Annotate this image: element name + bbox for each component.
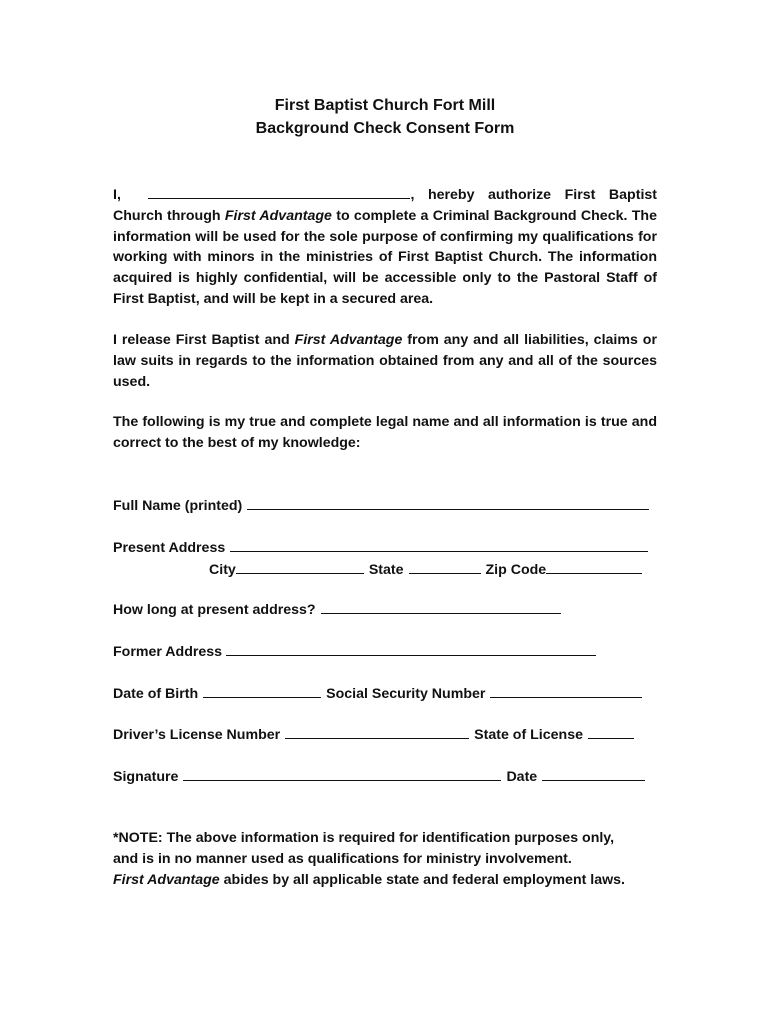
present-address-label: Present Address bbox=[113, 540, 226, 556]
release-paragraph bbox=[113, 330, 657, 392]
former-address-field[interactable] bbox=[226, 654, 596, 656]
former-address-row bbox=[113, 640, 596, 660]
license-number-field[interactable] bbox=[285, 737, 469, 739]
ssn-field[interactable] bbox=[490, 696, 642, 698]
zip-field[interactable] bbox=[546, 572, 642, 574]
license-row bbox=[113, 723, 634, 743]
how-long-label: How long at present address? bbox=[113, 602, 316, 618]
company-name: First Advantage bbox=[224, 207, 332, 224]
dob-field[interactable] bbox=[203, 696, 321, 698]
note-paragraph bbox=[113, 828, 673, 890]
full-name-label: Full Name (printed) bbox=[113, 498, 243, 514]
signature-field[interactable] bbox=[183, 779, 501, 781]
signature-row bbox=[113, 765, 645, 785]
how-long-row bbox=[113, 598, 561, 618]
present-address-row bbox=[113, 536, 648, 556]
full-name-field[interactable] bbox=[247, 508, 649, 510]
license-state-field[interactable] bbox=[588, 737, 634, 739]
full-name-row bbox=[113, 494, 649, 514]
form-title-church: First Baptist Church Fort Mill bbox=[274, 97, 496, 114]
city-label: City bbox=[209, 562, 236, 578]
note-line-3: abides by all applicable state and federal employment laws. bbox=[219, 871, 625, 888]
authorization-text-rest: to complete a Criminal Background Check. The information will be used for the sole purpose of confirming my qualifications for working with minors in the ministries of First Baptist Church. The information acquired is highly confidential, will be accessible only to the Pastoral Staff of First Baptist, and will be kept in a secured area. bbox=[113, 207, 657, 307]
authorization-i: I, bbox=[113, 187, 121, 203]
note-line-1: *NOTE: The above information is required for identification purposes only, bbox=[113, 830, 615, 846]
date-label: Date bbox=[506, 769, 538, 785]
state-field[interactable] bbox=[409, 572, 481, 574]
city-field[interactable] bbox=[236, 572, 364, 574]
authorization-text: , hereby authorize First Baptist Church through bbox=[113, 187, 658, 224]
authorizer-name-field[interactable] bbox=[148, 184, 410, 199]
zip-label: Zip Code bbox=[485, 562, 547, 578]
authorization-paragraph bbox=[113, 184, 657, 310]
license-number-label: Driver’s License Number bbox=[113, 727, 281, 743]
company-name: First Advantage bbox=[294, 332, 403, 348]
release-text-start: I release First Baptist and bbox=[113, 332, 295, 348]
state-label: State bbox=[368, 562, 404, 578]
how-long-field[interactable] bbox=[321, 612, 561, 614]
present-address-field[interactable] bbox=[230, 550, 648, 552]
signature-label: Signature bbox=[113, 769, 179, 785]
truthfulness-paragraph: The following is my true and complete legal name and all information is true and correct to the best of my knowledge: bbox=[113, 414, 657, 451]
former-address-label: Former Address bbox=[113, 644, 223, 660]
form-title: Background Check Consent Form bbox=[255, 120, 515, 137]
date-field[interactable] bbox=[542, 779, 645, 781]
license-state-label: State of License bbox=[474, 727, 583, 743]
city-state-zip-row bbox=[209, 558, 642, 578]
company-name: First Advantage bbox=[113, 871, 220, 888]
ssn-label: Social Security Number bbox=[326, 686, 486, 702]
dob-label: Date of Birth bbox=[113, 686, 199, 702]
release-text-rest: from any and all liabilities, claims or law suits in regards to the information obtained from any and all of the sources used. bbox=[113, 332, 657, 390]
note-line-2: and is in no manner used as qualifications for ministry involvement. bbox=[113, 850, 572, 867]
dob-ssn-row bbox=[113, 682, 642, 702]
